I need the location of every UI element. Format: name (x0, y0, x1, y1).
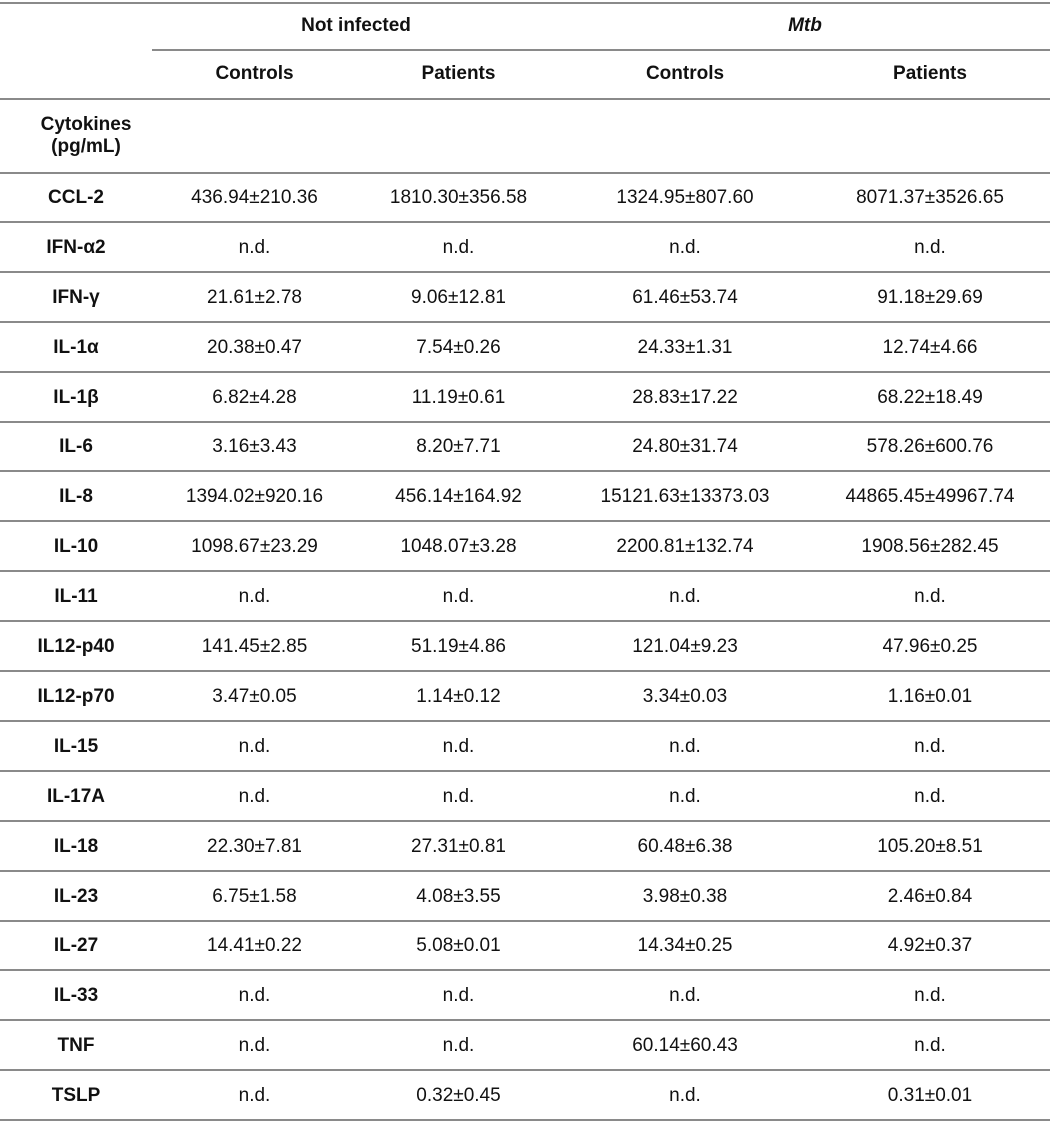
table-cell-value: n.d. (914, 985, 946, 1007)
cytokine-name: TNF (57, 1035, 95, 1057)
table-cell-value: 11.19±0.61 (411, 386, 506, 408)
table-cell-value: n.d. (442, 236, 475, 258)
cytokine-name: IL-27 (53, 935, 99, 957)
cytokine-name: IL-1β (53, 386, 99, 408)
cytokine-name: IL-15 (53, 735, 99, 757)
table-cell-value: 68.22±18.49 (877, 386, 983, 408)
table-cell-value: 61.46±53.74 (632, 286, 738, 308)
table-cell-value: 3.34±0.03 (642, 685, 728, 707)
cytokine-name: IFN-γ (52, 286, 100, 308)
cytokine-name: IL-1α (53, 336, 99, 358)
table-cell-value: 4.92±0.37 (887, 935, 973, 957)
table-cell-value: 24.80±31.74 (632, 436, 738, 458)
row-header-cytokines: Cytokines (pg/mL) (40, 114, 132, 157)
table-cell-value: n.d. (442, 586, 475, 608)
table-cell-value: 8.20±7.71 (416, 436, 501, 458)
table-cell-value: 1.14±0.12 (416, 685, 501, 707)
table-cell-value: n.d. (442, 735, 475, 757)
cytokine-name: IL-33 (53, 985, 99, 1007)
cytokine-name: IL12-p40 (37, 636, 115, 658)
table-cell-value: 2200.81±132.74 (616, 536, 754, 558)
column-header-controls: Controls (645, 63, 725, 84)
table-cell-value: 456.14±164.92 (395, 486, 522, 508)
table-cell-value: 22.30±7.81 (207, 835, 302, 857)
table-cell-value: n.d. (914, 785, 946, 807)
table-cell-value: 5.08±0.01 (416, 935, 501, 957)
cytokine-name: IL12-p70 (37, 685, 115, 707)
table-cell-value: 141.45±2.85 (201, 636, 308, 658)
table-cell-value: 2.46±0.84 (887, 885, 973, 907)
table-cell-value: 105.20±8.51 (877, 835, 983, 857)
table-cell-value: 1908.56±282.45 (861, 536, 999, 558)
table-cell-value: 91.18±29.69 (877, 286, 983, 308)
table-cell-value: n.d. (442, 985, 475, 1007)
table-cell-value: 1324.95±807.60 (616, 186, 754, 208)
table-cell-value: n.d. (238, 985, 271, 1007)
table-cell-value: n.d. (669, 236, 701, 258)
table-cell-value: 6.75±1.58 (212, 885, 297, 907)
cytokine-name: IL-23 (53, 885, 99, 907)
group-header-mtb: Mtb (788, 15, 822, 36)
table-cell-value: 47.96±0.25 (882, 636, 978, 658)
table-cell-value: n.d. (238, 1035, 271, 1057)
table-cell-value: 578.26±600.76 (866, 436, 994, 458)
table-cell-value: 1048.07±3.28 (400, 536, 517, 558)
table-cell-value: 1394.02±920.16 (185, 486, 324, 508)
table-cell-value: n.d. (669, 735, 701, 757)
table-cell-value: 0.32±0.45 (416, 1085, 501, 1107)
table-cell-value: n.d. (238, 1085, 271, 1107)
table-cell-value: n.d. (238, 586, 271, 608)
table-cell-value: 15121.63±13373.03 (600, 486, 770, 508)
table-cell-value: 436.94±210.36 (191, 186, 318, 208)
table-cell-value: 44865.45±49967.74 (845, 486, 1015, 508)
table-cell-value: n.d. (238, 785, 271, 807)
table-cell-value: 3.98±0.38 (642, 885, 728, 907)
table-cell-value: 27.31±0.81 (411, 835, 506, 857)
table-cell-value: 60.48±6.38 (637, 835, 733, 857)
table-cell-value: 12.74±4.66 (882, 336, 978, 358)
cytokine-name: IL-17A (46, 785, 106, 807)
table-cell-value: 21.61±2.78 (207, 286, 302, 308)
table-cell-value: 6.82±4.28 (212, 386, 297, 408)
table-cell-value: n.d. (914, 586, 946, 608)
table-cell-value: n.d. (914, 735, 946, 757)
table-cell-value: n.d. (442, 1035, 475, 1057)
table-cell-value: n.d. (238, 236, 271, 258)
cytokine-name: CCL-2 (48, 186, 104, 208)
table-cell-value: 1098.67±23.29 (191, 536, 318, 558)
cytokine-name: IL-8 (59, 486, 93, 508)
cytokine-name: IL-6 (59, 436, 93, 458)
cytokine-name: TSLP (51, 1085, 101, 1107)
column-header-patients: Patients (893, 63, 967, 84)
cytokine-name: IL-10 (53, 536, 99, 558)
table-cell-value: n.d. (442, 785, 475, 807)
table-cell-value: 14.41±0.22 (207, 935, 302, 957)
table-cell-value: n.d. (669, 985, 701, 1007)
table-cell-value: 1.16±0.01 (887, 685, 973, 707)
column-header-patients: Patients (421, 63, 496, 84)
table-cell-value: n.d. (914, 236, 946, 258)
cytokine-name: IL-18 (53, 835, 99, 857)
table-cell-value: 9.06±12.81 (411, 286, 506, 308)
table-cell-value: 8071.37±3526.65 (856, 186, 1004, 208)
table-cell-value: 28.83±17.22 (632, 386, 738, 408)
cytokine-name: IFN-α2 (46, 236, 106, 258)
table-cell-value: 51.19±4.86 (411, 636, 506, 658)
table-cell-value: 14.34±0.25 (637, 935, 733, 957)
cytokine-name: IL-11 (54, 586, 98, 608)
group-header-not-infected: Not infected (301, 15, 411, 36)
table-rule (0, 1119, 1050, 1121)
table-cell-value: 20.38±0.47 (207, 336, 302, 358)
table-cell-value: n.d. (669, 1085, 701, 1107)
column-header-controls: Controls (215, 63, 294, 84)
table-cell-value: n.d. (238, 735, 271, 757)
table-cell-value: 60.14±60.43 (632, 1035, 738, 1057)
table-cell-value: 3.47±0.05 (212, 685, 297, 707)
table-cell-value: n.d. (669, 586, 701, 608)
table-cell-value: 4.08±3.55 (416, 885, 501, 907)
table-cell-value: 1810.30±356.58 (389, 186, 528, 208)
table-cell-value: 7.54±0.26 (416, 336, 501, 358)
table-cell-value: 24.33±1.31 (637, 336, 733, 358)
table-cell-value: 3.16±3.43 (212, 436, 297, 458)
table-cell-value: 121.04±9.23 (632, 636, 738, 658)
table-cell-value: 0.31±0.01 (887, 1085, 973, 1107)
table-cell-value: n.d. (669, 785, 701, 807)
table-cell-value: n.d. (914, 1035, 946, 1057)
